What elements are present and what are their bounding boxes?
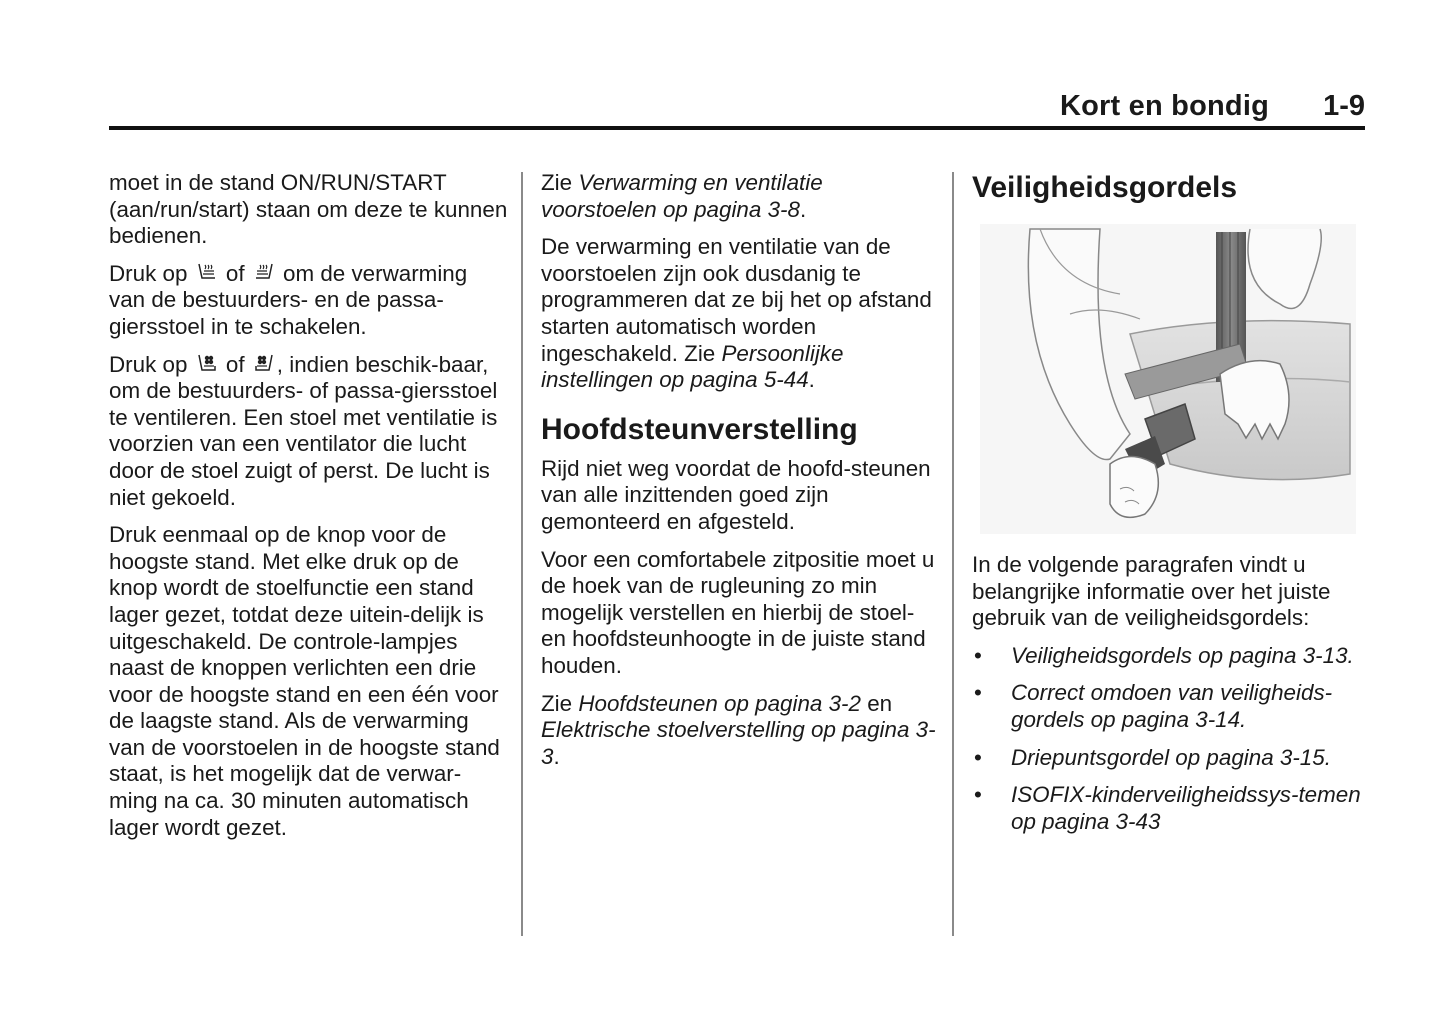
paragraph-seating-position: Voor een comfortabele zitpositie moet u de hoek van de rugleuning zo min mogelijk verstellen en hierbij de stoel- en hoofdsteunhoogte in de juiste stand houden.: [541, 546, 935, 678]
paragraph-seat-belt-intro: In de volgende paragrafen vindt u belangrijke informatie over het juiste gebruik van de veiligheidsgordels:: [972, 552, 1331, 631]
list-item[interactable]: [972, 782, 1367, 835]
bullet-icon: •: [974, 642, 982, 668]
seat-belt-topic-list: [972, 643, 1367, 836]
bullet-icon: •: [974, 744, 982, 770]
ventilated-seat-passenger-icon: [253, 353, 275, 375]
link-three-point-belt[interactable]: Driepuntsgordel op pagina 3-15.: [1011, 744, 1331, 770]
paragraph-button-levels: Druk eenmaal op de knop voor de hoogste stand. Met elke druk op de knop wordt de stoelfunctie een stand lager gezet, totdat deze uitein-delijk is uitgeschakeld. De controle-lampjes naast de knoppen verlichten een drie voor de hoogste stand en een één voor de laagste stand. Als de verwarming van de voorstoelen in de hoogste stand staat, is het mogelijk dat de verwar-ming na ca. 30 minuten automatisch lager wordt gezet.: [109, 522, 500, 840]
section-heading-headrest: Hoofdsteunverstelling: [541, 412, 858, 446]
column-2: [541, 170, 941, 781]
paragraph-remote-start: De verwarming en ventilatie van de voorstoelen zijn ook dusdanig te programmeren dat ze bij het op afstand starten automatisch worden ingeschakeld. Zie Persoonlijke instellingen op pagina 5-44.: [541, 234, 932, 393]
paragraph-headrest-warning: Rijd niet weg voordat de hoofd-steunen van alle inzittenden goed zijn gemonteerd en afgesteld.: [541, 455, 931, 534]
page-header: [109, 86, 1365, 132]
heated-seat-driver-icon: [196, 262, 218, 284]
paragraph-ventilated-seats: Druk op of , indien beschik-baar, om de bestuurders- of passa-giersstoel te ventileren. Een stoel met ventilatie is voorzien van een ventilator die lucht door de stoel zuigt of perst. De lucht is niet gekoeld.: [109, 351, 498, 510]
link-isofix[interactable]: ISOFIX-kinderveiligheidssys-temen op pagina 3-43: [1011, 782, 1361, 834]
paragraph-see-heating: Zie Verwarming en ventilatie voorstoelen op pagina 3-8.: [541, 170, 823, 222]
paragraph-heated-seats: Druk op of om de verwarming van de bestuurders- en de passa-giersstoel in te schakelen.: [109, 260, 468, 339]
paragraph-see-headrests: Zie Hoofdsteunen op pagina 3-2 en Elektrische stoelverstelling op pagina 3-3.: [541, 690, 936, 769]
list-item[interactable]: [972, 745, 1367, 772]
ventilated-seat-driver-icon: [196, 353, 218, 375]
link-seat-belts[interactable]: Veiligheidsgordels op pagina 3-13.: [1011, 642, 1354, 668]
bullet-icon: •: [974, 680, 982, 706]
header-rule: [109, 126, 1365, 130]
list-item[interactable]: [972, 680, 1367, 733]
link-personal-settings[interactable]: Persoonlijke instellingen op pagina 5-44: [541, 340, 844, 393]
seat-belt-buckle-illustration: [980, 224, 1356, 534]
bullet-icon: •: [974, 782, 982, 808]
page-number: 1-9: [1323, 90, 1365, 122]
list-item[interactable]: [972, 643, 1367, 670]
link-wearing-seat-belts[interactable]: Correct omdoen van veiligheids-gordels op pagina 3-14.: [1011, 680, 1333, 732]
chapter-title: Kort en bondig: [1060, 90, 1269, 122]
link-headrests[interactable]: Hoofdsteunen op pagina 3-2: [578, 690, 861, 716]
heated-seat-passenger-icon: [253, 262, 275, 284]
column-divider-1: [521, 172, 523, 936]
column-divider-2: [952, 172, 954, 936]
link-heating-ventilation[interactable]: Verwarming en ventilatie voorstoelen op pagina 3-8: [541, 170, 823, 222]
link-power-seat-adjustment[interactable]: Elektrische stoelverstelling op pagina 3-3: [541, 717, 936, 769]
paragraph-ignition: moet in de stand ON/RUN/START (aan/run/start) staan om deze te kunnen bedienen.: [109, 170, 508, 249]
section-heading-seat-belts: Veiligheidsgordels: [972, 171, 1238, 204]
column-3: [972, 170, 1367, 846]
column-1: [109, 170, 509, 852]
